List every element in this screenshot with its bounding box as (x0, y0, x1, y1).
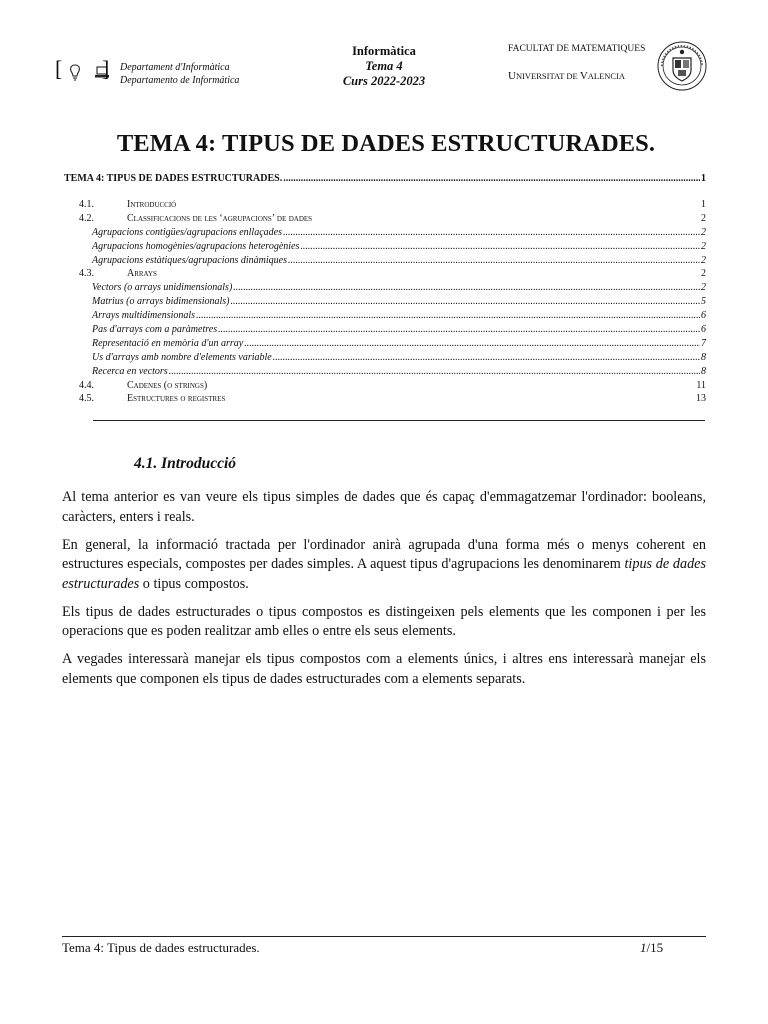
toc-label: Us d'arrays amb nombre d'elements variable (92, 351, 272, 363)
toc-leader (273, 352, 700, 363)
course-year: Curs 2022-2023 (342, 74, 426, 88)
toc-leader (300, 241, 700, 252)
toc-entry[interactable] (64, 310, 706, 324)
logo-bracket-left: [ (55, 56, 63, 81)
table-of-contents (64, 173, 706, 407)
toc-label: Pas d'arrays com a paràmetres (92, 324, 218, 336)
toc-leader (283, 173, 700, 184)
toc-number: 4.5. (79, 393, 94, 405)
toc-main-entry[interactable] (64, 173, 706, 191)
toc-page: 6 (701, 324, 706, 336)
toc-entry[interactable] (64, 199, 706, 213)
toc-leader (283, 227, 700, 238)
toc-entry[interactable] (64, 380, 706, 394)
toc-entry[interactable] (64, 213, 706, 227)
toc-page: 6 (701, 310, 706, 322)
logo-bracket-right: ] (102, 56, 110, 81)
toc-number: 4.1. (79, 199, 94, 210)
faculty-name: FACULTAT DE MATEMATIQUES (508, 44, 646, 54)
paragraph: En general, la informació tractada per l'ordinador anirà agrupada d'una forma més o menys coherent en estructures especials, compostes per dades simples. A aquest tipus d'agrupacions les denominarem tipus de dades estructurades o tipus compostos. (62, 536, 706, 592)
toc-number: 4.3. (79, 268, 94, 280)
toc-entry[interactable] (64, 268, 706, 282)
toc-label: Estructures o registres (127, 393, 226, 405)
toc-label: Arrays multidimensionals (92, 310, 196, 322)
toc-page: 8 (701, 365, 706, 377)
toc-leader (288, 255, 700, 266)
section-body (62, 488, 706, 698)
paragraph: Els tipus de dades estructurades o tipus compostos es distingeixen pels elements que les componen i per les operacions que es poden realitzar amb elles o entre els seus elements. (62, 603, 706, 639)
section-heading: 4.1. Introducció (134, 455, 237, 472)
toc-entry[interactable] (64, 393, 706, 407)
footer-title: Tema 4: Tipus de dades estructurades. (62, 940, 260, 955)
toc-page: 8 (701, 351, 706, 363)
toc-entry[interactable] (64, 282, 706, 296)
toc-label: Agrupacions homogènies/agrupacions heterogènies (92, 240, 300, 252)
toc-number: 4.4. (79, 379, 94, 391)
toc-leader (169, 366, 700, 377)
toc-label: Matrius (o arrays bidimensionals) (92, 296, 230, 308)
toc-label: Representació en memòria d'un array (92, 337, 244, 349)
toc-entry[interactable] (64, 241, 706, 255)
toc-page: 1 (701, 199, 706, 210)
toc-label: TEMA 4: TIPUS DE DADES ESTRUCTURADES. (64, 173, 283, 184)
toc-entry[interactable] (64, 338, 706, 352)
department-catalan: Departament d'Informàtica (120, 62, 230, 73)
toc-page: 5 (701, 296, 706, 308)
toc-label: Arrays (127, 268, 157, 280)
toc-label: Agrupacions estàtiques/agrupacions dinàmiques (92, 254, 287, 266)
topic-number: Tema 4 (365, 59, 403, 73)
toc-entry[interactable] (64, 352, 706, 366)
toc-page: 13 (696, 393, 706, 405)
toc-page: 2 (701, 268, 706, 280)
toc-entry[interactable] (64, 227, 706, 241)
footer-divider (62, 936, 706, 937)
toc-leader (233, 282, 700, 293)
toc-page: 7 (701, 337, 706, 349)
university-name: UNIVERSITAT DE VALENCIA (508, 70, 626, 82)
paragraph: A vegades interessarà manejar els tipus compostos com a elements únics, i altres ens interessarà manejar els elements que componen els tipus de dades estructurades com a elements separats. (62, 651, 706, 687)
toc-entry[interactable] (64, 296, 706, 310)
toc-label: Introducció (127, 199, 177, 210)
toc-label: Cadenes (o strings) (127, 379, 208, 391)
toc-label: Recerca en vectors (92, 365, 168, 377)
lightbulb-icon (68, 63, 82, 81)
paragraph: Al tema anterior es van veure els tipus simples de dades que és capaç d'emmagatzemar l'ordinador: booleans, caràcters, enters i reals. (62, 489, 706, 525)
course-header (320, 44, 448, 89)
toc-label: Vectors (o arrays unidimensionals) (92, 282, 233, 294)
toc-page: 2 (701, 226, 706, 238)
toc-number: 4.2. (79, 212, 94, 224)
document-title: TEMA 4: TIPUS DE DADES ESTRUCTURADES. (116, 130, 656, 157)
toc-entry[interactable] (64, 324, 706, 338)
toc-label: Agrupacions contigües/agrupacions enllaçades (92, 226, 282, 238)
toc-leader (196, 310, 700, 321)
toc-page: 11 (696, 379, 706, 391)
toc-leader (244, 338, 700, 349)
toc-page: 2 (701, 282, 706, 294)
toc-entry[interactable] (64, 255, 706, 269)
toc-leader (231, 296, 701, 307)
toc-divider (93, 420, 705, 421)
toc-entries (64, 199, 706, 407)
toc-page: 2 (701, 240, 706, 252)
emphasis: tipus de dades estructurades (62, 556, 706, 592)
toc-page: 1 (701, 173, 706, 184)
toc-entry[interactable] (64, 366, 706, 380)
university-seal-icon (656, 40, 708, 92)
toc-label: Classificacions de les ‘agrupacions’ de dades (127, 212, 313, 224)
course-name: Informàtica (352, 44, 416, 58)
toc-leader (218, 324, 700, 335)
page-number: 1/15 (640, 940, 664, 955)
toc-page: 2 (701, 212, 706, 224)
toc-page: 2 (701, 254, 706, 266)
department-spanish: Departamento de Informática (120, 75, 240, 86)
